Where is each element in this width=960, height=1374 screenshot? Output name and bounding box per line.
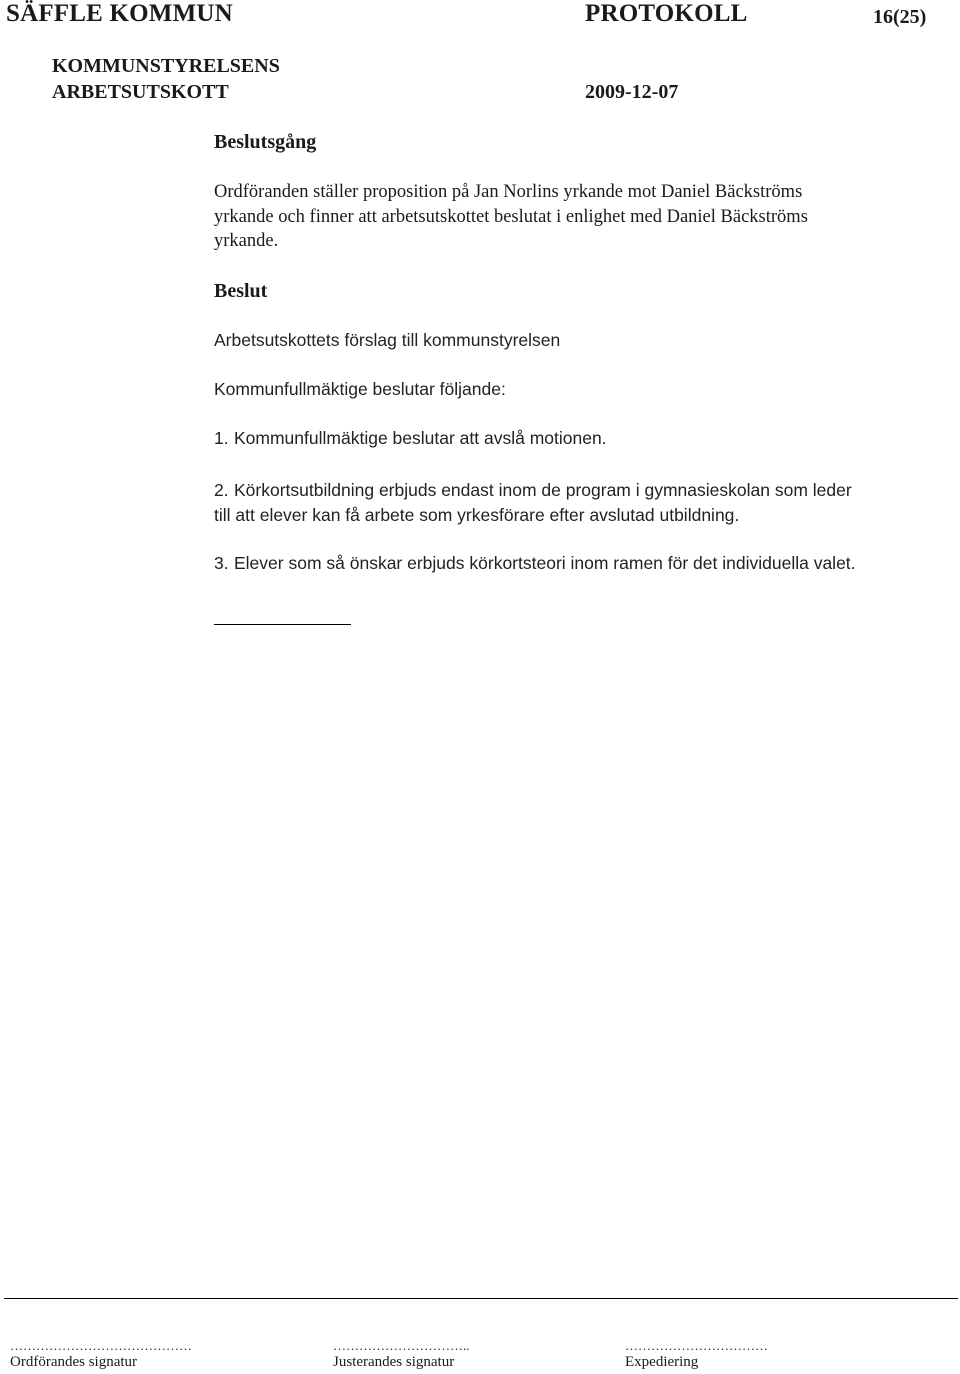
item-text: Kommunfullmäktige beslutar att avslå motionen.	[234, 428, 607, 448]
page-number: 16(25)	[873, 6, 927, 28]
document-type: PROTOKOLL	[585, 0, 748, 27]
meeting-date: 2009-12-07	[585, 81, 679, 103]
item-text: Körkortsutbildning erbjuds endast inom de program i gymnasieskolan som leder	[234, 480, 852, 500]
chair-signature-label: Ordförandes signatur	[10, 1354, 138, 1370]
heading-beslut: Beslut	[214, 280, 268, 302]
paragraph-line: yrkande.	[214, 231, 279, 251]
committee-line-1: KOMMUNSTYRELSENS	[52, 55, 280, 77]
decision-item-1	[214, 426, 954, 451]
signature-dots-adjuster: …………………………..	[333, 1338, 470, 1353]
municipality-name: SÄFFLE KOMMUN	[6, 0, 233, 27]
dispatch-label: Expediering	[625, 1354, 699, 1370]
paragraph-line: Ordföranden ställer proposition på Jan Norlins yrkande mot Daniel Bäckströms	[214, 182, 803, 202]
footnote-separator	[214, 624, 351, 625]
proposal-line: Arbetsutskottets förslag till kommunstyrelsen	[214, 330, 561, 350]
item-number: 3.	[214, 553, 229, 573]
footer-separator	[4, 1298, 958, 1299]
item-text-continued: till att elever kan få arbete som yrkesförare efter avslutad utbildning.	[214, 504, 740, 525]
paragraph-line: yrkande och finner att arbetsutskottet beslutat i enlighet med Daniel Bäckströms	[214, 206, 808, 227]
heading-beslutsgang: Beslutsgång	[214, 131, 317, 153]
beslutsgang-paragraph	[214, 180, 944, 254]
item-number: 2.	[214, 480, 229, 500]
item-number: 1.	[214, 428, 229, 448]
adjuster-signature-label: Justerandes signatur	[333, 1354, 455, 1370]
signature-dots-dispatch: ……………………………	[625, 1338, 768, 1353]
decision-item-3	[214, 551, 954, 576]
signature-dots-chair: ……………………………………	[10, 1338, 192, 1353]
item-text: Elever som så önskar erbjuds körkortsteori inom ramen för det individuella valet.	[234, 553, 856, 573]
committee-line-2: ARBETSUTSKOTT	[52, 81, 229, 103]
intro-line: Kommunfullmäktige beslutar följande:	[214, 379, 506, 399]
decision-item-2	[214, 478, 954, 527]
